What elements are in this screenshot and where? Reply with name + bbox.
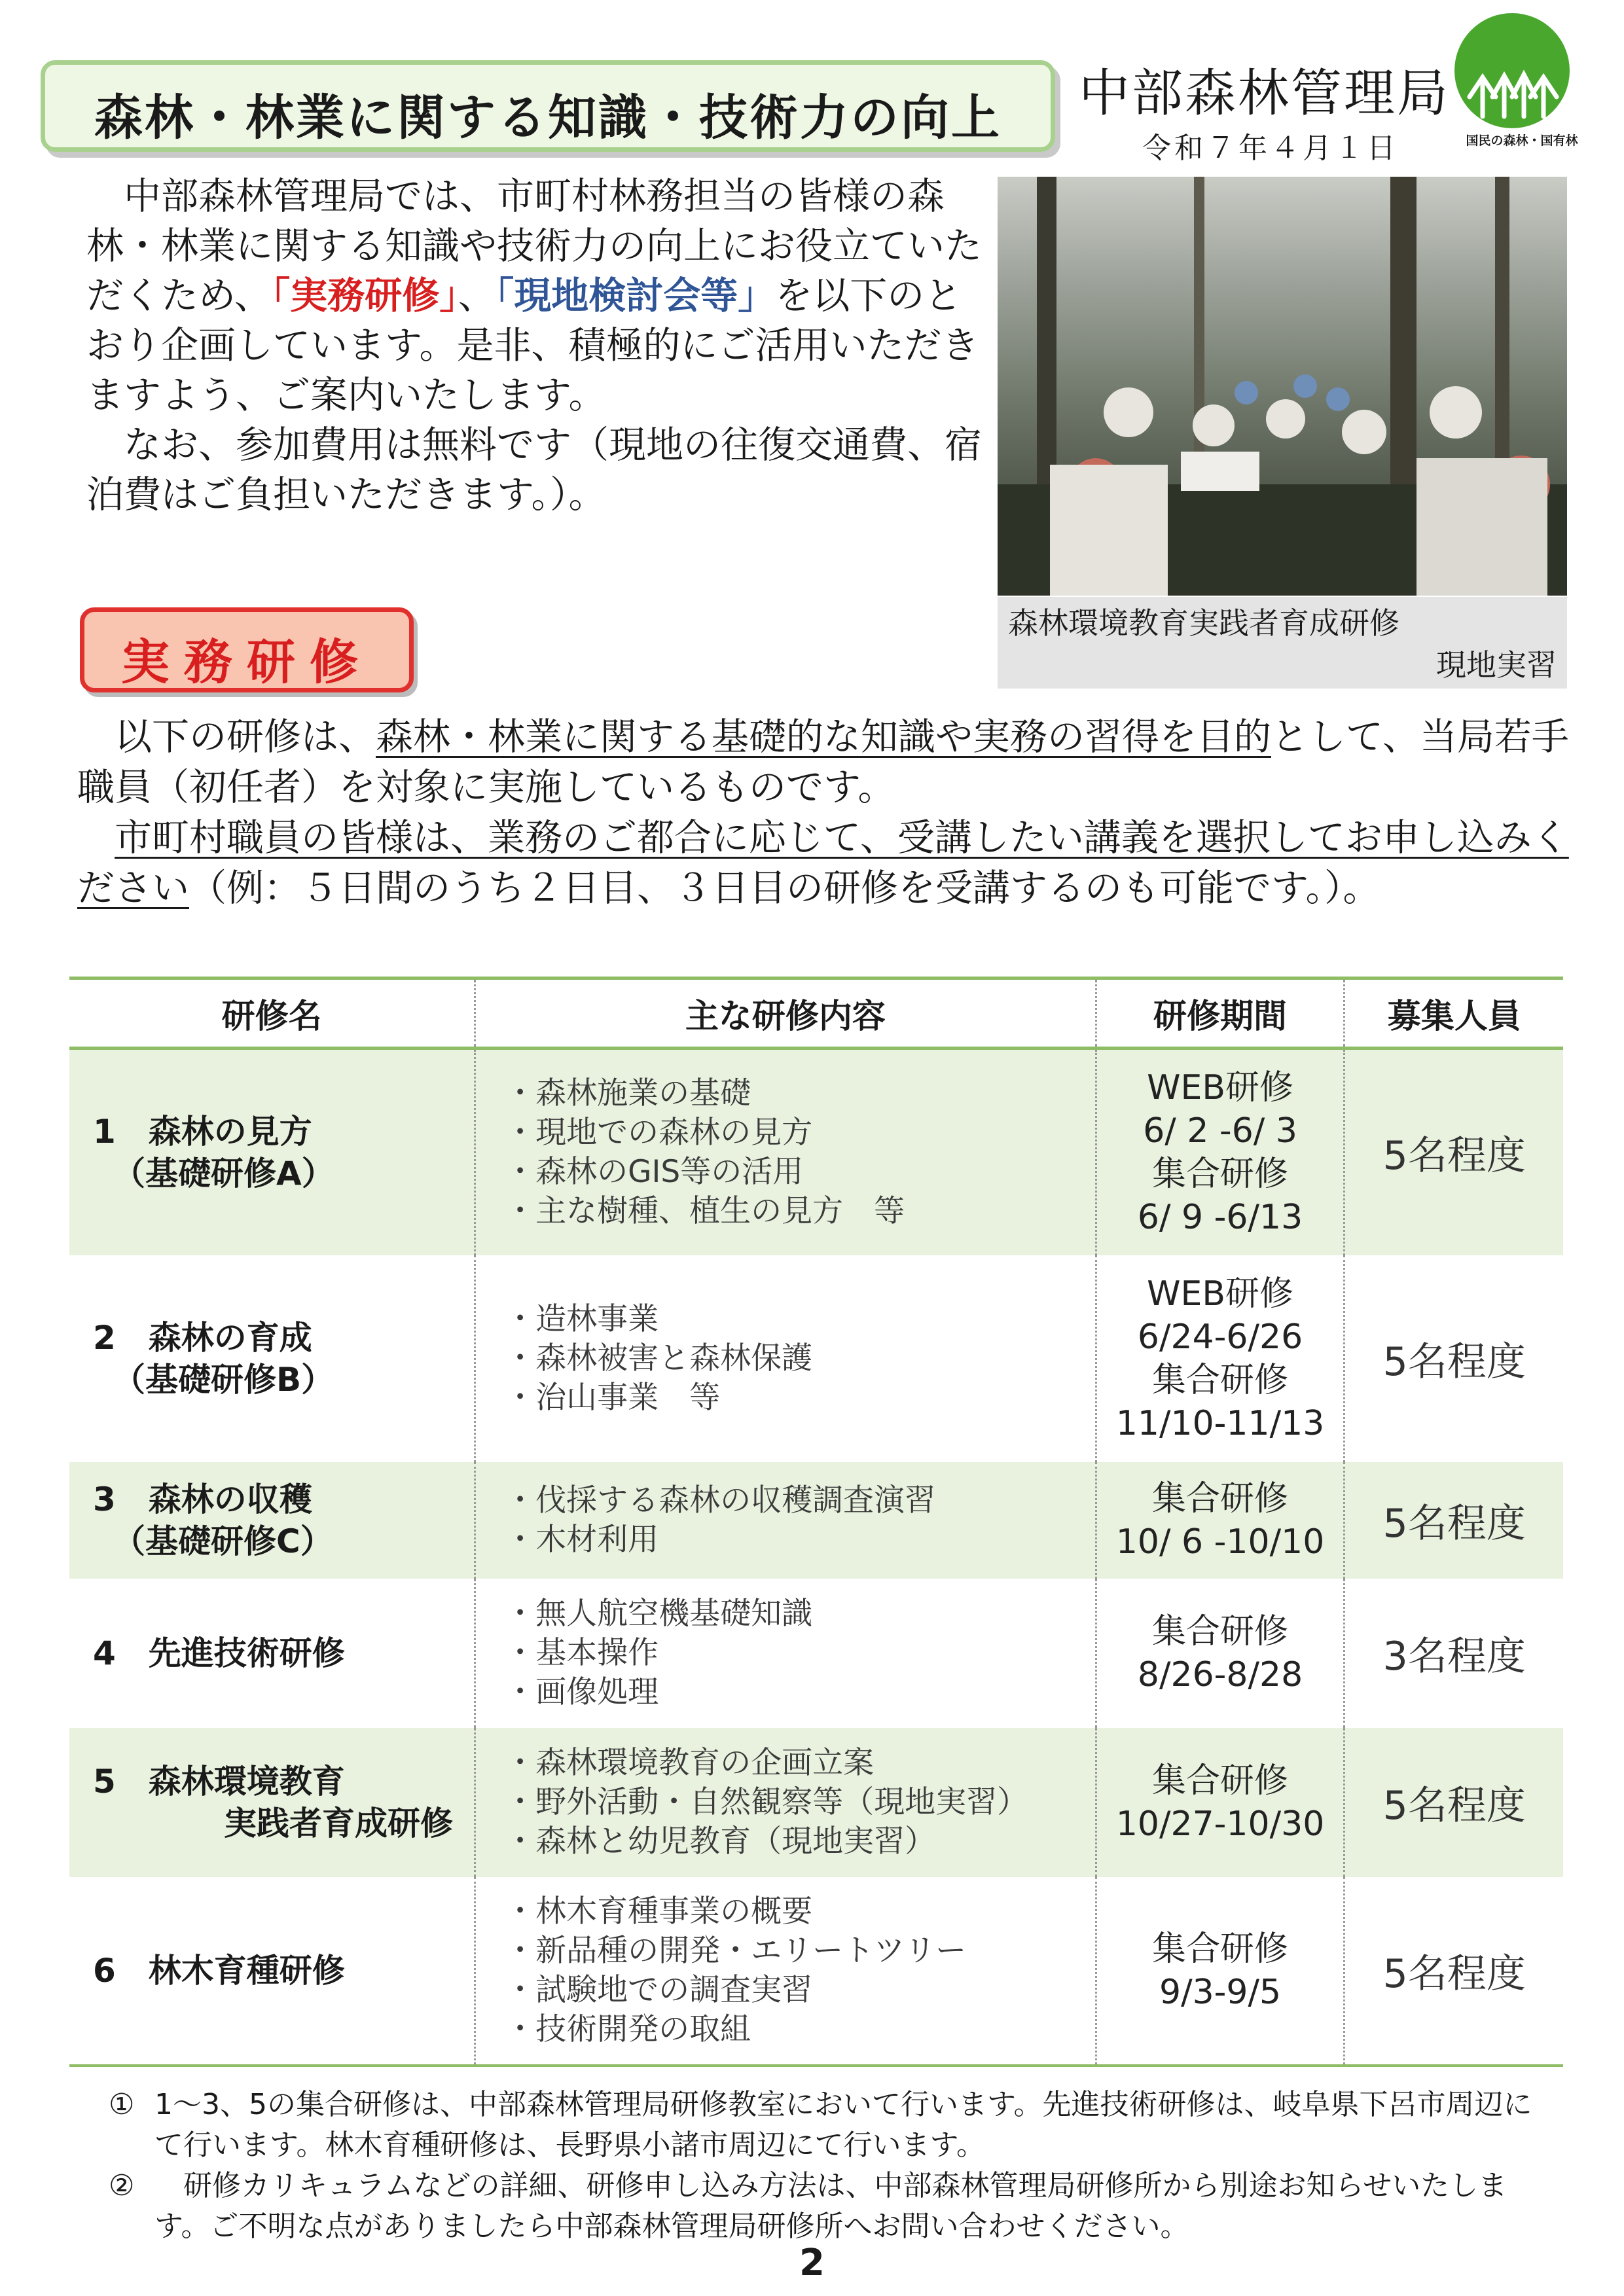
photo-caption-line-1: 森林環境教育実践者育成研修 bbox=[1008, 605, 1399, 641]
training-period bbox=[1096, 1462, 1344, 1579]
content-item: ・森林環境教育の企画立案 bbox=[505, 1744, 875, 1781]
content-item: ・森林施業の基礎 bbox=[505, 1075, 751, 1111]
note-marker: ② bbox=[109, 2169, 135, 2202]
intro-text-c: 、 bbox=[458, 274, 496, 317]
intro-text-e: を以下のとおり企画しています。是非、積極的にご活用いただきますよう、ご案内いたします。 bbox=[86, 274, 979, 417]
logo-caption: 国民の森林・国有林 bbox=[1466, 134, 1578, 148]
table-row bbox=[69, 1877, 1563, 2066]
training-title: 4 先進技術研修 bbox=[93, 1634, 345, 1672]
training-name bbox=[69, 1049, 475, 1255]
lead-text bbox=[77, 712, 1570, 914]
header-training-name: 研修名 bbox=[69, 978, 475, 1049]
training-subtitle: （基礎研修B） bbox=[113, 1360, 334, 1399]
notes bbox=[109, 2085, 1542, 2247]
training-period bbox=[1096, 1579, 1344, 1728]
training-content bbox=[475, 1728, 1096, 1877]
training-content bbox=[475, 1049, 1096, 1255]
content-item: ・森林のGIS等の活用 bbox=[505, 1153, 804, 1190]
period-line: WEB研修 bbox=[1147, 1067, 1294, 1107]
note-item bbox=[109, 2085, 1542, 2166]
section-label-text: 実務研修 bbox=[121, 634, 372, 691]
training-name bbox=[69, 1877, 475, 2066]
header-capacity: 募集人員 bbox=[1344, 978, 1563, 1049]
training-capacity: 5名程度 bbox=[1344, 1462, 1563, 1579]
training-capacity: 5名程度 bbox=[1344, 1049, 1563, 1255]
training-title: 1 森林の見方 bbox=[93, 1112, 312, 1151]
header-content: 主な研修内容 bbox=[475, 978, 1096, 1049]
period-line: 集合研修 bbox=[1152, 1479, 1289, 1518]
table-row bbox=[69, 1728, 1563, 1877]
header-period: 研修期間 bbox=[1096, 978, 1344, 1049]
content-item: ・林木育種事業の概要 bbox=[505, 1893, 813, 1929]
page-title: 森林・林業に関する知識・技術力の向上 bbox=[94, 90, 1001, 146]
training-name bbox=[69, 1462, 475, 1579]
period-line: 10/ 6 -10/10 bbox=[1115, 1522, 1325, 1562]
content-item: ・森林被害と森林保護 bbox=[505, 1340, 813, 1376]
period-line: 9/3-9/5 bbox=[1159, 1972, 1282, 2012]
table-row bbox=[69, 1255, 1563, 1462]
intro-text bbox=[86, 171, 983, 520]
lead-paragraph-1 bbox=[77, 712, 1570, 813]
training-title: 6 林木育種研修 bbox=[93, 1951, 345, 1990]
training-subtitle: 実践者育成研修 bbox=[224, 1804, 453, 1842]
issue-date: 令和７年４月１日 bbox=[1142, 132, 1399, 165]
title-banner bbox=[41, 60, 1055, 152]
content-item: ・治山事業 等 bbox=[505, 1379, 721, 1416]
period-line: 集合研修 bbox=[1152, 1154, 1289, 1194]
forest-logo-icon bbox=[1453, 12, 1571, 130]
content-item: ・木材利用 bbox=[505, 1521, 659, 1558]
lead-example: （例：５日間のうち２日目、３日目の研修を受講するのも可能です。）。 bbox=[189, 867, 1380, 910]
intro-paragraph-2: なお、参加費用は無料です（現地の往復交通費、宿泊費はご負担いただきます。）。 bbox=[86, 423, 982, 516]
photo-caption bbox=[998, 597, 1567, 689]
training-name bbox=[69, 1255, 475, 1462]
lead-paragraph-2 bbox=[77, 813, 1570, 914]
lead-text-a: 以下の研修は、 bbox=[115, 715, 376, 759]
training-title: 5 森林環境教育 bbox=[93, 1762, 345, 1801]
note-item bbox=[109, 2166, 1542, 2247]
page-number: 2 bbox=[799, 2242, 825, 2284]
training-title: 3 森林の収穫 bbox=[93, 1480, 312, 1518]
period-line: 集合研修 bbox=[1152, 1360, 1289, 1400]
note-text: 研修カリキュラムなどの詳細、研修申し込み方法は、中部森林管理局研修所から別途お知らせいたします。ご不明な点がありましたら中部森林管理局研修所へお問い合わせください。 bbox=[154, 2169, 1507, 2243]
training-period bbox=[1096, 1877, 1344, 2066]
training-content bbox=[475, 1462, 1096, 1579]
period-line: 集合研修 bbox=[1152, 1611, 1289, 1651]
content-item: ・基本操作 bbox=[505, 1634, 659, 1671]
content-item: ・野外活動・自然観察等（現地実習） bbox=[505, 1784, 1028, 1820]
intro-highlight-genchi: 「現地検討会等」 bbox=[495, 274, 776, 317]
intro-paragraph-1 bbox=[86, 171, 983, 420]
period-line: 8/26-8/28 bbox=[1137, 1655, 1303, 1695]
org-name: 中部森林管理局 bbox=[1079, 64, 1451, 123]
note-text: 1〜3、5の集合研修は、中部森林管理局研修教室において行います。先進技術研修は、岐阜県下呂市周辺にて行います。林木育種研修は、長野県小諸市周辺にて行います。 bbox=[154, 2088, 1532, 2162]
lead-text-c: として、当局若手職員（初任者）を対象に実施しているものです。 bbox=[77, 715, 1569, 809]
training-period bbox=[1096, 1255, 1344, 1462]
training-name bbox=[69, 1579, 475, 1728]
training-capacity: 3名程度 bbox=[1344, 1579, 1563, 1728]
table-row bbox=[69, 1462, 1563, 1579]
content-item: ・現地での森林の見方 bbox=[505, 1114, 813, 1151]
training-period bbox=[1096, 1728, 1344, 1877]
training-content bbox=[475, 1255, 1096, 1462]
period-line: 10/27-10/30 bbox=[1115, 1804, 1325, 1844]
training-table bbox=[69, 977, 1563, 2067]
period-line: 6/ 9 -6/13 bbox=[1137, 1197, 1303, 1237]
period-line: 6/ 2 -6/ 3 bbox=[1143, 1111, 1297, 1151]
section-label bbox=[80, 607, 414, 692]
note-marker: ① bbox=[109, 2088, 135, 2121]
period-line: 集合研修 bbox=[1152, 1929, 1289, 1969]
content-item: ・技術開発の取組 bbox=[505, 2011, 751, 2047]
training-title: 2 森林の育成 bbox=[93, 1318, 312, 1357]
table-row bbox=[69, 1579, 1563, 1728]
period-line: 6/24-6/26 bbox=[1137, 1317, 1303, 1357]
training-name bbox=[69, 1728, 475, 1877]
training-subtitle: （基礎研修A） bbox=[113, 1154, 334, 1193]
lead-underlined-request: 市町村職員の皆様は、業務のご都合に応じて、受講したい講義を選択してお申し込みください bbox=[77, 816, 1569, 910]
content-item: ・画像処理 bbox=[505, 1674, 659, 1710]
period-line: 集合研修 bbox=[1152, 1761, 1289, 1801]
content-item: ・造林事業 bbox=[505, 1300, 659, 1337]
period-line: 11/10-11/13 bbox=[1115, 1403, 1325, 1443]
training-photo bbox=[998, 177, 1567, 596]
content-item: ・森林と幼児教育（現地実習） bbox=[505, 1823, 936, 1859]
photo-caption-line-2: 現地実習 bbox=[1436, 647, 1557, 683]
table-header-row bbox=[69, 978, 1563, 1049]
intro-highlight-jitsumu: 「実務研修」 bbox=[271, 274, 458, 317]
training-content bbox=[475, 1579, 1096, 1728]
training-capacity: 5名程度 bbox=[1344, 1255, 1563, 1462]
content-item: ・伐採する森林の収穫調査演習 bbox=[505, 1482, 936, 1518]
content-item: ・主な樹種、植生の見方 等 bbox=[505, 1193, 905, 1229]
content-item: ・試験地での調査実習 bbox=[505, 1971, 813, 2008]
period-line: WEB研修 bbox=[1147, 1274, 1294, 1314]
training-subtitle: （基礎研修C） bbox=[113, 1522, 333, 1560]
content-item: ・新品種の開発・エリートツリー bbox=[505, 1932, 967, 1969]
table-row bbox=[69, 1049, 1563, 1255]
content-item: ・無人航空機基礎知識 bbox=[505, 1595, 813, 1632]
intro-text-a: 中部森林管理局では、市町村林務担当の皆様の森林・林業に関する知識や技術力の向上にお役立ていただくため、 bbox=[86, 175, 982, 317]
training-period bbox=[1096, 1049, 1344, 1255]
lead-underlined-purpose: 森林・林業に関する基礎的な知識や実務の習得を目的 bbox=[376, 715, 1271, 759]
training-capacity: 5名程度 bbox=[1344, 1877, 1563, 2066]
training-content bbox=[475, 1877, 1096, 2066]
training-capacity: 5名程度 bbox=[1344, 1728, 1563, 1877]
